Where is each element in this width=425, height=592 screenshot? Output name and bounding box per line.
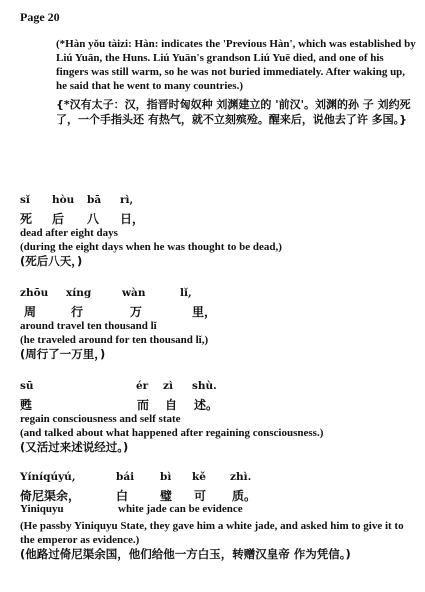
hanzi-char: 周 [24,305,37,319]
pinyin-word: hòu [52,194,75,206]
hanzi-row [20,303,415,319]
hanzi-char: 璧 [160,489,173,503]
footnote-english: (*Hàn yǒu tàizi: Hàn: indicates the 'Previous Hàn', which was established by Liú Yuān, the Huns. Liú Yuān's grandson Liú Yuē died, and one of his fingers was still warm, so he was not buried immediately. After waking up, he said that he went to many countries.) [56,38,416,92]
gloss-phrase: white jade can be evidence [118,503,243,515]
pinyin-word: zhì. [230,471,252,483]
hanzi-char: 死 [20,212,33,226]
hanzi-char: 述。 [194,398,219,412]
gloss-name: Yiniquyu [20,503,64,515]
hanzi-char: 白 [116,489,129,503]
footnote-chinese: {*汉有太子：汉，指晋时匈奴种 刘渊建立的 '前汉'。刘渊的孙 子 刘约死了，一个手指头还 有热气，就不立刻殡殓。醒来后，说他去了许 多国。} [56,98,411,126]
hanzi-char: 而 [137,398,150,412]
hanzi-char: 里， [192,305,217,319]
chinese-translation: (又活过来述说经过。) [20,440,129,454]
chinese-translation: (周行了一万里，) [20,347,106,361]
hanzi-row [20,210,415,226]
pinyin-word: rì, [120,194,134,206]
pinyin-word: lǐ, [180,287,192,299]
pinyin-word: Yíníqúyú, [20,471,76,483]
hanzi-char: 万 [130,305,143,319]
pinyin-word: shù. [192,380,217,392]
pinyin-row [20,471,415,487]
translation-line: (and talked about what happened after regaining consciousness.) [20,427,324,439]
hanzi-char: 可 [194,489,207,503]
verse-section-4 [20,471,415,562]
page-number: Page 20 [20,10,60,24]
pinyin-word: ér [136,380,149,392]
pinyin-row [20,287,415,303]
pinyin-row [20,194,415,210]
verse-section-3 [20,380,415,455]
pinyin-word: bái [116,471,135,483]
hanzi-char: 八 [87,212,100,226]
pinyin-word: zhōu [20,287,49,299]
gloss-line: regain consciousness and self state [20,413,181,425]
hanzi-char: 自 [165,398,178,412]
pinyin-word: xíng [66,287,92,299]
pinyin-word: zì [163,380,173,392]
hanzi-row [20,487,415,503]
pinyin-word: kě [192,471,206,483]
verse-section-1 [20,194,415,269]
pinyin-word: sū [20,380,34,392]
pinyin-word: bā [87,194,102,206]
translation-line: (He passby Yiniquyu State, they gave him a white jade, and asked him to give it to the emperor as evidence.) [20,520,404,546]
translation-line: (he traveled around for ten thousand lǐ,) [20,334,209,346]
verse-section-2 [20,287,415,362]
translation-line: (during the eight days when he was thought to be dead,) [20,241,282,253]
gloss-line [20,503,415,519]
pinyin-word: sǐ [20,194,30,206]
hanzi-char: 后 [52,212,65,226]
hanzi-char: 日， [120,212,145,226]
hanzi-char: 质。 [232,489,257,503]
hanzi-char: 倚尼渠余， [20,489,81,503]
pinyin-word: wàn [122,287,146,299]
chinese-translation: (死后八天，) [20,254,83,268]
hanzi-row [20,396,415,412]
pinyin-row [20,380,415,396]
hanzi-char: 行 [71,305,84,319]
chinese-translation: (他路过倚尼渠余国，他们给他一方白玉，转赠汉皇帝 作为凭信。) [20,547,351,561]
hanzi-char: 甦 [20,398,33,412]
gloss-line: around travel ten thousand lǐ [20,320,157,332]
pinyin-word: bì [160,471,172,483]
gloss-line: dead after eight days [20,227,118,239]
